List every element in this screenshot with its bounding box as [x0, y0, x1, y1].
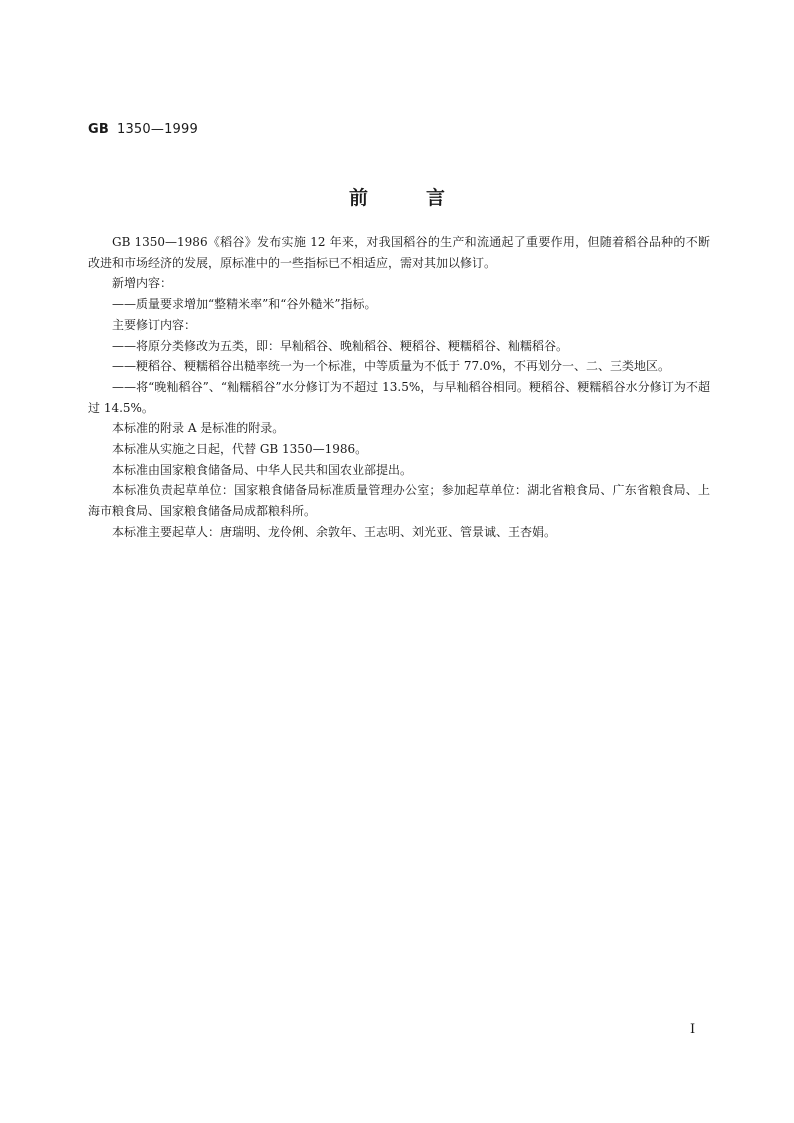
paragraph-replacement-note: 本标准从实施之日起，代替 GB 1350—1986。	[112, 442, 368, 457]
foreword-body	[88, 232, 710, 543]
paragraph-revision-heading: 主要修订内容：	[112, 317, 197, 332]
paragraph-appendix-note: 本标准的附录 A 是标准的附录。	[112, 421, 285, 436]
paragraph-revision-item-2: ——粳稻谷、粳糯稻谷出糙率统一为一个标准，中等质量为不低于 77.0%，不再划分一、二、三类地区。	[112, 359, 670, 374]
standard-header	[88, 122, 198, 137]
standard-number: 1350—1999	[116, 122, 198, 137]
page-title: 前言	[348, 187, 503, 209]
paragraph-intro: GB 1350—1986《稻谷》发布实施 12 年来，对我国稻谷的生产和流通起了重要作用，但随着稻谷品种的不断改进和市场经济的发展，原标准中的一些指标已不相适应，需对其加以修订。	[88, 235, 710, 270]
paragraph-new-content-heading: 新增内容：	[112, 276, 173, 291]
paragraph-revision-item-3: ——将“晚籼稻谷”、“籼糯稻谷”水分修订为不超过 13.5%，与早籼稻谷相同。粳稻谷、粳糯稻谷水分修订为不超过 14.5%。	[88, 379, 710, 415]
paragraph-drafters: 本标准主要起草人：唐瑞明、龙伶俐、余敦年、王志明、刘光亚、管景诚、王杏娟。	[112, 524, 557, 539]
standard-prefix: GB	[88, 122, 109, 137]
paragraph-revision-item-1: ——将原分类修改为五类，即：早籼稻谷、晚籼稻谷、粳稻谷、粳糯稻谷、籼糯稻谷。	[112, 338, 569, 353]
paragraph-new-content-item: ——质量要求增加“整精米率”和“谷外糙米”指标。	[112, 297, 377, 312]
paragraph-proposer-note: 本标准由国家粮食储备局、中华人民共和国农业部提出。	[112, 462, 413, 477]
page-number: I	[690, 1022, 696, 1037]
paragraph-drafting-units: 本标准负责起草单位：国家粮食储备局标准质量管理办公室；参加起草单位：湖北省粮食局、广东省粮食局、上海市粮食局、国家粮食储备局成都粮科所。	[88, 483, 710, 519]
